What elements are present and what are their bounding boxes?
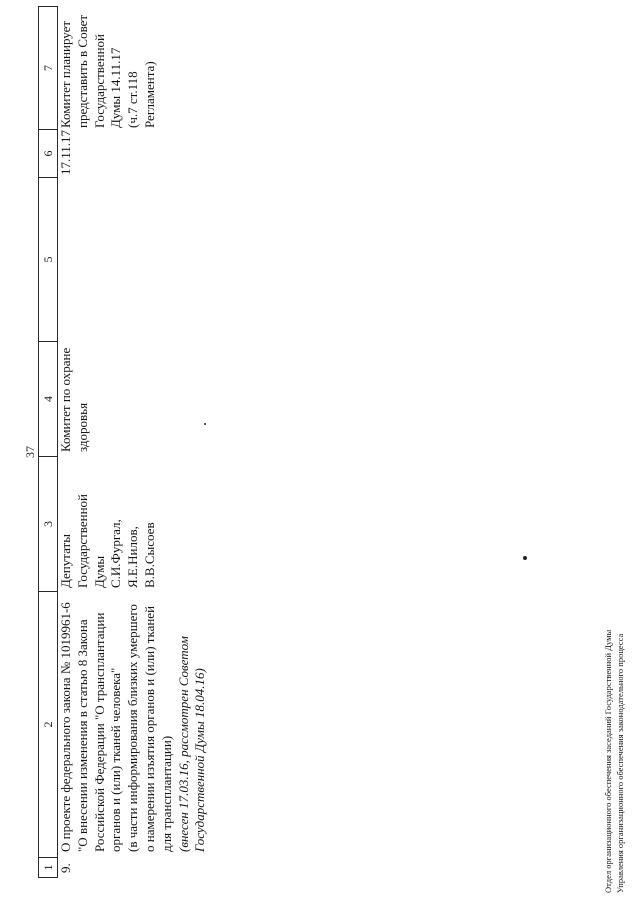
- header-cell-3: 3: [39, 456, 57, 591]
- row-number: [58, 863, 75, 873]
- header-cell-6: 6: [39, 129, 57, 177]
- table-header-row: [38, 6, 58, 878]
- bill-title-line: (в части информирования близких умершего: [125, 604, 141, 852]
- committee-cell: [58, 348, 92, 452]
- scan-speck: [523, 556, 527, 560]
- footer-line: Управления организационного обеспечения законодательного процесса: [615, 633, 625, 893]
- header-cell-5: 5: [39, 177, 57, 341]
- header-cell-2: 2: [39, 591, 57, 857]
- scan-speck: [204, 423, 206, 425]
- author-line: В.В.Сысоев: [141, 522, 157, 588]
- author-line: Думы: [91, 555, 107, 588]
- author-line: Депутаты: [58, 534, 73, 588]
- footer-line: Отдел организационного обеспечения заседаний Государственной Думы: [603, 629, 613, 893]
- bill-title-cell: [58, 602, 209, 852]
- author-line: Государственной: [74, 493, 90, 588]
- status-line: (ч.7 ст.118: [125, 71, 141, 128]
- bill-note-line: Государственной Думы 18.04.16): [192, 668, 208, 852]
- bill-note-line: (внесен 17.03.16, рассмотрен Советом: [175, 636, 191, 852]
- bill-title-line: О проекте федерального закона № 1019961-6: [58, 602, 73, 852]
- header-cell-7: 7: [41, 65, 55, 71]
- status-line: Регламента): [141, 61, 157, 128]
- page-number: 37: [23, 446, 37, 458]
- header-cell-4: 4: [39, 341, 57, 456]
- footer: [602, 630, 626, 893]
- committee-line: Комитет по охране: [58, 347, 73, 452]
- status-line: Думы 14.11.17: [108, 47, 124, 128]
- header-cell-1: 1: [39, 857, 57, 877]
- author-line: Я.Е.Нилов,: [125, 526, 141, 588]
- bill-title-line: о намерении изъятия органов и (или) тканей: [141, 605, 157, 852]
- date-cell: [58, 130, 75, 175]
- bill-title-line: Российской Федерации "О трансплантации: [91, 612, 107, 852]
- status-line: представить в Совет: [74, 14, 90, 128]
- bill-title-line: органов и (или) тканей человека": [108, 667, 124, 852]
- status-line: Комитет планирует: [58, 20, 73, 128]
- date-text: 17.11.17: [58, 129, 73, 175]
- committee-line: здоровья: [74, 402, 90, 452]
- bill-title-line: "О внесении изменения в статью 8 Закона: [74, 619, 90, 852]
- bill-title-line: для трансплантации): [158, 735, 174, 852]
- status-line: Государственной: [91, 33, 107, 128]
- author-line: С.И.Фургал,: [108, 519, 124, 588]
- authors-cell: [58, 494, 159, 588]
- status-cell: [58, 15, 159, 128]
- row-number-text: 9.: [58, 863, 73, 873]
